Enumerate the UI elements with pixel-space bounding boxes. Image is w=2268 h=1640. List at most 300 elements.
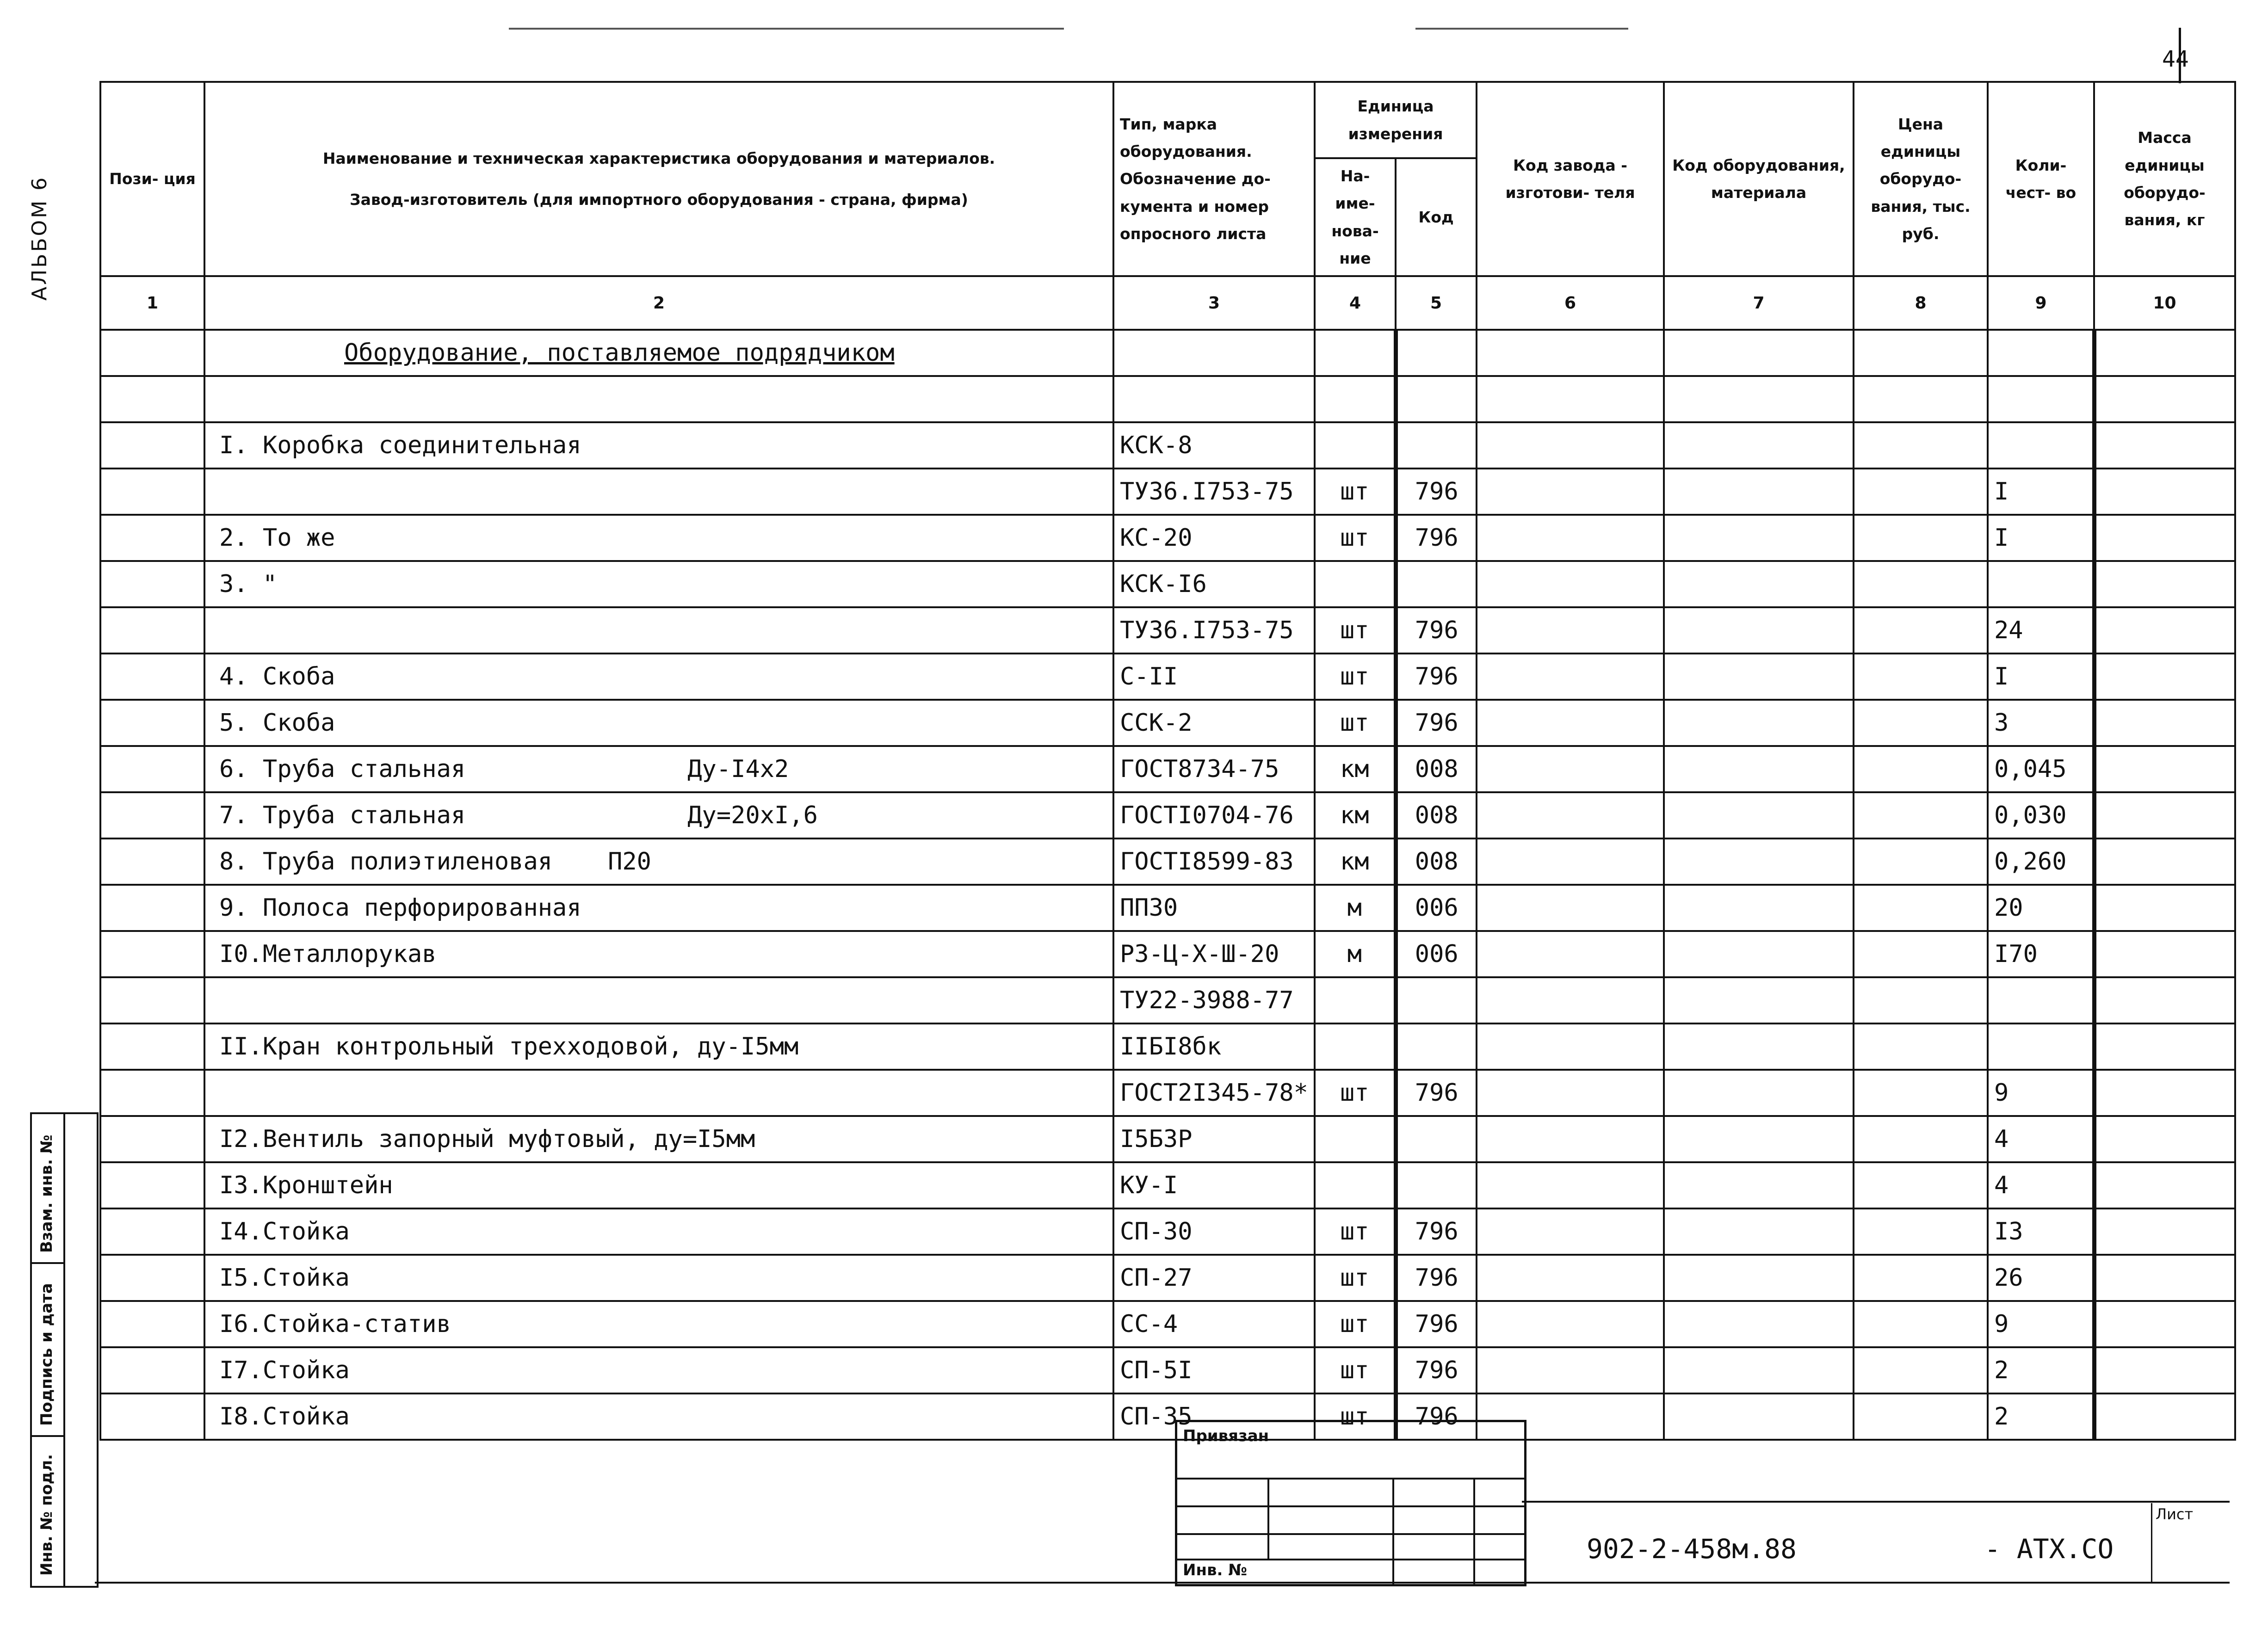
equipment-code-cell bbox=[1664, 607, 1854, 654]
item-name-cell bbox=[204, 1393, 1113, 1440]
item-type-cell: ТУ22-3988-77 bbox=[1113, 977, 1315, 1023]
item-name-cell bbox=[204, 1162, 1113, 1208]
item-unit-code-cell: 006 bbox=[1396, 885, 1477, 931]
position-cell bbox=[100, 1070, 204, 1116]
item-name: 8. Труба полиэтиленовая bbox=[219, 848, 553, 875]
table-row bbox=[100, 1070, 2235, 1116]
table-row bbox=[100, 700, 2235, 746]
stamp-rule bbox=[1177, 1478, 1524, 1480]
header-unit-code: Код bbox=[1396, 158, 1477, 276]
item-quantity-cell: 0,030 bbox=[1988, 792, 2094, 838]
table-row bbox=[100, 607, 2235, 654]
equipment-code-cell bbox=[1664, 1208, 1854, 1255]
strip-divider bbox=[63, 1114, 65, 1586]
strip-cell-inv bbox=[32, 1437, 63, 1584]
position-cell bbox=[100, 1393, 204, 1440]
table-row bbox=[100, 885, 2235, 931]
item-name-cell bbox=[204, 746, 1113, 792]
item-name-cell bbox=[204, 1208, 1113, 1255]
frame-bottom-rule bbox=[95, 1582, 2230, 1584]
price-cell bbox=[1854, 792, 1988, 838]
item-unit-code-cell: 796 bbox=[1396, 1070, 1477, 1116]
item-unit-code-cell: 796 bbox=[1396, 1301, 1477, 1347]
top-scan-mark bbox=[509, 28, 1064, 30]
factory-code-cell bbox=[1477, 469, 1664, 515]
item-unit-code-cell: 796 bbox=[1396, 700, 1477, 746]
item-type-cell: ГОСТI0704-76 bbox=[1113, 792, 1315, 838]
factory-code-cell bbox=[1477, 515, 1664, 561]
price-cell bbox=[1854, 1162, 1988, 1208]
item-unit-cell: шт bbox=[1315, 1208, 1396, 1255]
item-quantity-cell: 0,260 bbox=[1988, 838, 2094, 885]
item-name-cell bbox=[204, 422, 1113, 469]
mass-cell bbox=[2094, 1208, 2235, 1255]
item-name: I6.Стойка-статив bbox=[219, 1310, 451, 1338]
mass-cell bbox=[2094, 469, 2235, 515]
table-row bbox=[100, 931, 2235, 977]
price-cell bbox=[1854, 1347, 1988, 1393]
item-unit-cell bbox=[1315, 561, 1396, 607]
table-row bbox=[100, 1347, 2235, 1393]
item-name-cell bbox=[204, 1023, 1113, 1070]
item-unit-code-cell: 796 bbox=[1396, 654, 1477, 700]
header-name bbox=[204, 82, 1113, 276]
item-quantity-cell: I bbox=[1988, 469, 2094, 515]
blank-row bbox=[100, 376, 2235, 422]
item-quantity-cell: 20 bbox=[1988, 885, 2094, 931]
item-unit-code-cell bbox=[1396, 1116, 1477, 1162]
item-unit-cell: м bbox=[1315, 931, 1396, 977]
page-number: 44 bbox=[2162, 46, 2189, 72]
item-type-cell: ПП30 bbox=[1113, 885, 1315, 931]
item-unit-code-cell: 796 bbox=[1396, 1255, 1477, 1301]
item-type-cell: СП-30 bbox=[1113, 1208, 1315, 1255]
item-unit-cell: шт bbox=[1315, 1347, 1396, 1393]
item-unit-code-cell bbox=[1396, 977, 1477, 1023]
item-unit-cell bbox=[1315, 977, 1396, 1023]
position-cell bbox=[100, 1208, 204, 1255]
factory-code-cell bbox=[1477, 977, 1664, 1023]
item-unit-code-cell: 008 bbox=[1396, 746, 1477, 792]
top-scan-mark bbox=[1415, 28, 1628, 30]
position-cell bbox=[100, 1347, 204, 1393]
equipment-code-cell bbox=[1664, 1255, 1854, 1301]
stamp-rule bbox=[1177, 1559, 1524, 1560]
strip-cell-podpis bbox=[32, 1264, 63, 1437]
item-quantity-cell bbox=[1988, 561, 2094, 607]
stamp-rule bbox=[1177, 1533, 1524, 1535]
item-quantity-cell: I bbox=[1988, 515, 2094, 561]
mass-cell bbox=[2094, 792, 2235, 838]
item-type-cell: СС-4 bbox=[1113, 1301, 1315, 1347]
header-unit-name: На- име- нова- ние bbox=[1315, 158, 1396, 276]
binding-stamp bbox=[1175, 1420, 1526, 1586]
price-cell bbox=[1854, 977, 1988, 1023]
item-quantity-cell: I bbox=[1988, 654, 2094, 700]
mass-cell bbox=[2094, 654, 2235, 700]
item-quantity-cell: 4 bbox=[1988, 1116, 2094, 1162]
table-row bbox=[100, 1255, 2235, 1301]
equipment-code-cell bbox=[1664, 931, 1854, 977]
stamp-rule bbox=[1267, 1478, 1269, 1559]
item-unit-cell bbox=[1315, 1116, 1396, 1162]
item-type-cell: ТУ36.I753-75 bbox=[1113, 607, 1315, 654]
table-row bbox=[100, 1023, 2235, 1070]
item-unit-code-cell: 796 bbox=[1396, 607, 1477, 654]
header-position: Пози- ция bbox=[100, 82, 204, 276]
item-unit-code-cell: 796 bbox=[1396, 469, 1477, 515]
table-row bbox=[100, 792, 2235, 838]
section-row bbox=[100, 330, 2235, 376]
title-block-rule bbox=[1522, 1501, 2230, 1503]
factory-code-cell bbox=[1477, 838, 1664, 885]
factory-code-cell bbox=[1477, 561, 1664, 607]
stamp-label-inv: Инв. № bbox=[1183, 1561, 1248, 1579]
header-unit-group: Единица измерения bbox=[1315, 82, 1477, 158]
item-type-cell: IIБI8бк bbox=[1113, 1023, 1315, 1070]
item-quantity-cell: 24 bbox=[1988, 607, 2094, 654]
item-type-cell: I5Б3Р bbox=[1113, 1116, 1315, 1162]
item-name: I2.Вентиль запорный муфтовый, ду=I5мм bbox=[219, 1125, 755, 1153]
item-quantity-cell: 2 bbox=[1988, 1347, 2094, 1393]
table-row bbox=[100, 422, 2235, 469]
mass-cell bbox=[2094, 561, 2235, 607]
item-type-cell: СП-27 bbox=[1113, 1255, 1315, 1301]
position-cell bbox=[100, 838, 204, 885]
position-cell bbox=[100, 607, 204, 654]
item-name-cell bbox=[204, 561, 1113, 607]
equipment-code-cell bbox=[1664, 746, 1854, 792]
equipment-code-cell bbox=[1664, 1301, 1854, 1347]
item-unit-cell: шт bbox=[1315, 654, 1396, 700]
factory-code-cell bbox=[1477, 1070, 1664, 1116]
item-name-cell bbox=[204, 1347, 1113, 1393]
item-quantity-cell: I3 bbox=[1988, 1208, 2094, 1255]
item-unit-cell: шт bbox=[1315, 607, 1396, 654]
item-quantity-cell: 9 bbox=[1988, 1070, 2094, 1116]
item-type-cell: КС-20 bbox=[1113, 515, 1315, 561]
factory-code-cell bbox=[1477, 931, 1664, 977]
item-name: 9. Полоса перфорированная bbox=[219, 894, 581, 922]
item-quantity-cell: 3 bbox=[1988, 700, 2094, 746]
strip-cell-vzam bbox=[32, 1114, 63, 1264]
factory-code-cell bbox=[1477, 1208, 1664, 1255]
column-number: 1 bbox=[100, 276, 204, 330]
item-unit-cell bbox=[1315, 1162, 1396, 1208]
price-cell bbox=[1854, 1070, 1988, 1116]
strip-label-podpis: Подпись и дата bbox=[37, 1283, 56, 1426]
document-suffix: - АТХ.СО bbox=[1984, 1533, 2114, 1565]
item-unit-code-cell: 006 bbox=[1396, 931, 1477, 977]
price-cell bbox=[1854, 1116, 1988, 1162]
column-number: 4 bbox=[1315, 276, 1396, 330]
table-row bbox=[100, 1162, 2235, 1208]
item-name: 3. " bbox=[219, 570, 278, 598]
column-number: 7 bbox=[1664, 276, 1854, 330]
mass-cell bbox=[2094, 1023, 2235, 1070]
item-unit-code-cell: 796 bbox=[1396, 1208, 1477, 1255]
item-unit-cell: км bbox=[1315, 838, 1396, 885]
position-cell bbox=[100, 977, 204, 1023]
header-factory-code: Код завода - изготови- теля bbox=[1477, 82, 1664, 276]
column-number: 3 bbox=[1113, 276, 1315, 330]
mass-cell bbox=[2094, 607, 2235, 654]
price-cell bbox=[1854, 1255, 1988, 1301]
table-row bbox=[100, 469, 2235, 515]
position-cell bbox=[100, 1162, 204, 1208]
price-cell bbox=[1854, 1208, 1988, 1255]
column-number: 10 bbox=[2094, 276, 2235, 330]
item-name-cell bbox=[204, 792, 1113, 838]
item-type-cell: ТУ36.I753-75 bbox=[1113, 469, 1315, 515]
item-quantity-cell: 26 bbox=[1988, 1255, 2094, 1301]
item-unit-cell: км bbox=[1315, 792, 1396, 838]
strip-label-inv: Инв. № подл. bbox=[37, 1454, 56, 1576]
item-unit-code-cell bbox=[1396, 422, 1477, 469]
table-row bbox=[100, 561, 2235, 607]
price-cell bbox=[1854, 654, 1988, 700]
factory-code-cell bbox=[1477, 1255, 1664, 1301]
item-name: I7.Стойка bbox=[219, 1356, 350, 1384]
item-name: 2. То же bbox=[219, 524, 335, 552]
item-type-cell: С-II bbox=[1113, 654, 1315, 700]
mass-cell bbox=[2094, 515, 2235, 561]
position-cell bbox=[100, 654, 204, 700]
mass-cell bbox=[2094, 1116, 2235, 1162]
item-unit-cell bbox=[1315, 422, 1396, 469]
equipment-code-cell bbox=[1664, 422, 1854, 469]
equipment-code-cell bbox=[1664, 1023, 1854, 1070]
position-cell bbox=[100, 700, 204, 746]
mass-cell bbox=[2094, 1070, 2235, 1116]
header-equipment-code: Код оборудования, материала bbox=[1664, 82, 1854, 276]
item-quantity-cell: 0,045 bbox=[1988, 746, 2094, 792]
position-cell bbox=[100, 561, 204, 607]
item-quantity-cell: I70 bbox=[1988, 931, 2094, 977]
item-name-cell bbox=[204, 654, 1113, 700]
equipment-code-cell bbox=[1664, 700, 1854, 746]
position-cell bbox=[100, 792, 204, 838]
price-cell bbox=[1854, 1393, 1988, 1440]
position-cell bbox=[100, 515, 204, 561]
sheet-label: Лист bbox=[2156, 1505, 2194, 1523]
item-name: I5.Стойка bbox=[219, 1264, 350, 1292]
price-cell bbox=[1854, 607, 1988, 654]
mass-cell bbox=[2094, 1347, 2235, 1393]
factory-code-cell bbox=[1477, 1347, 1664, 1393]
item-name-cell bbox=[204, 931, 1113, 977]
price-cell bbox=[1854, 469, 1988, 515]
stamp-rule bbox=[1392, 1478, 1394, 1584]
item-type-cell: КСК-I6 bbox=[1113, 561, 1315, 607]
column-number: 5 bbox=[1396, 276, 1477, 330]
factory-code-cell bbox=[1477, 607, 1664, 654]
item-name: 7. Труба стальная bbox=[219, 802, 466, 829]
factory-code-cell bbox=[1477, 792, 1664, 838]
item-type-cell: СП-35 bbox=[1113, 1393, 1315, 1440]
item-unit-cell: шт bbox=[1315, 1301, 1396, 1347]
mass-cell bbox=[2094, 931, 2235, 977]
price-cell bbox=[1854, 931, 1988, 977]
item-name-cell bbox=[204, 977, 1113, 1023]
mass-cell bbox=[2094, 885, 2235, 931]
item-name-cell bbox=[204, 1070, 1113, 1116]
item-type-cell: КСК-8 bbox=[1113, 422, 1315, 469]
price-cell bbox=[1854, 515, 1988, 561]
mass-cell bbox=[2094, 1255, 2235, 1301]
item-name: II.Кран контрольный трехходовой, ду-I5мм bbox=[219, 1033, 799, 1060]
approval-strip bbox=[30, 1112, 99, 1588]
mass-cell bbox=[2094, 700, 2235, 746]
item-name-cell bbox=[204, 515, 1113, 561]
item-unit-cell: шт bbox=[1315, 515, 1396, 561]
mass-cell bbox=[2094, 1393, 2235, 1440]
item-name-cell bbox=[204, 885, 1113, 931]
item-unit-code-cell bbox=[1396, 561, 1477, 607]
table-row bbox=[100, 1393, 2235, 1440]
item-unit-cell: шт bbox=[1315, 1070, 1396, 1116]
factory-code-cell bbox=[1477, 700, 1664, 746]
table-row bbox=[100, 838, 2235, 885]
item-name: 4. Скоба bbox=[219, 663, 335, 691]
mass-cell bbox=[2094, 746, 2235, 792]
position-cell bbox=[100, 931, 204, 977]
header-name-line1: Наименование и техническая характеристика оборудования и материалов. bbox=[322, 149, 995, 167]
item-name-cell bbox=[204, 1116, 1113, 1162]
equipment-code-cell bbox=[1664, 654, 1854, 700]
item-type-cell: ГОСТ2I345-78* bbox=[1113, 1070, 1315, 1116]
item-unit-code-cell: 008 bbox=[1396, 838, 1477, 885]
factory-code-cell bbox=[1477, 654, 1664, 700]
position-cell bbox=[100, 1255, 204, 1301]
item-unit-cell: шт bbox=[1315, 469, 1396, 515]
table-row bbox=[100, 1208, 2235, 1255]
item-name-cell bbox=[204, 700, 1113, 746]
stamp-rule bbox=[1473, 1478, 1475, 1584]
document-code: 902-2-458м.88 bbox=[1587, 1533, 1797, 1565]
price-cell bbox=[1854, 885, 1988, 931]
item-name-cell bbox=[204, 607, 1113, 654]
header-price: Цена единицы оборудо- вания, тыс. руб. bbox=[1854, 82, 1988, 276]
factory-code-cell bbox=[1477, 746, 1664, 792]
item-unit-code-cell: 008 bbox=[1396, 792, 1477, 838]
item-unit-cell bbox=[1315, 1023, 1396, 1070]
album-label: АЛЬБОМ 6 bbox=[28, 175, 51, 301]
table-row bbox=[100, 1301, 2235, 1347]
position-cell bbox=[100, 1116, 204, 1162]
item-quantity-cell bbox=[1988, 422, 2094, 469]
equipment-code-cell bbox=[1664, 1347, 1854, 1393]
table-row bbox=[100, 746, 2235, 792]
factory-code-cell bbox=[1477, 422, 1664, 469]
item-name-cell bbox=[204, 1301, 1113, 1347]
item-dimension: Ду=20хI,6 bbox=[687, 802, 818, 829]
equipment-code-cell bbox=[1664, 1162, 1854, 1208]
equipment-code-cell bbox=[1664, 885, 1854, 931]
item-type-cell: КУ-I bbox=[1113, 1162, 1315, 1208]
column-number: 9 bbox=[1988, 276, 2094, 330]
item-quantity-cell bbox=[1988, 1023, 2094, 1070]
item-type-cell: СП-5I bbox=[1113, 1347, 1315, 1393]
item-type-cell: Р3-Ц-Х-Ш-20 bbox=[1113, 931, 1315, 977]
item-unit-cell: шт bbox=[1315, 1255, 1396, 1301]
item-unit-cell: м bbox=[1315, 885, 1396, 931]
equipment-code-cell bbox=[1664, 792, 1854, 838]
item-type-cell: ССК-2 bbox=[1113, 700, 1315, 746]
equipment-code-cell bbox=[1664, 561, 1854, 607]
price-cell bbox=[1854, 1023, 1988, 1070]
item-name-cell bbox=[204, 838, 1113, 885]
header-type: Тип, марка оборудования. Обозначение до- кумента и номер опросного листа bbox=[1113, 82, 1315, 276]
factory-code-cell bbox=[1477, 1301, 1664, 1347]
table-row bbox=[100, 977, 2235, 1023]
price-cell bbox=[1854, 746, 1988, 792]
stamp-rule bbox=[1177, 1505, 1524, 1507]
item-name-cell bbox=[204, 469, 1113, 515]
item-dimension: П20 bbox=[608, 848, 651, 875]
mass-cell bbox=[2094, 422, 2235, 469]
position-cell bbox=[100, 1023, 204, 1070]
factory-code-cell bbox=[1477, 1023, 1664, 1070]
price-cell bbox=[1854, 422, 1988, 469]
specification-table bbox=[99, 81, 2236, 1441]
item-unit-cell: шт bbox=[1315, 700, 1396, 746]
position-cell bbox=[100, 469, 204, 515]
item-quantity-cell: 2 bbox=[1988, 1393, 2094, 1440]
item-name: I4.Стойка bbox=[219, 1218, 350, 1245]
item-type-cell: ГОСТ8734-75 bbox=[1113, 746, 1315, 792]
price-cell bbox=[1854, 1301, 1988, 1347]
strip-label-vzam: Взам. инв. № bbox=[37, 1134, 56, 1253]
column-number: 6 bbox=[1477, 276, 1664, 330]
item-unit-code-cell bbox=[1396, 1023, 1477, 1070]
header-mass: Масса единицы оборудо- вания, кг bbox=[2094, 82, 2235, 276]
equipment-code-cell bbox=[1664, 1393, 1854, 1440]
item-quantity-cell bbox=[1988, 977, 2094, 1023]
section-title: Оборудование, поставляемое подрядчиком bbox=[204, 330, 1113, 376]
mass-cell bbox=[2094, 977, 2235, 1023]
equipment-code-cell bbox=[1664, 469, 1854, 515]
equipment-code-cell bbox=[1664, 838, 1854, 885]
item-unit-cell: шт bbox=[1315, 1393, 1396, 1440]
header-quantity: Коли- чест- во bbox=[1988, 82, 2094, 276]
factory-code-cell bbox=[1477, 1162, 1664, 1208]
item-name: 5. Скоба bbox=[219, 709, 335, 737]
item-dimension: Ду-I4х2 bbox=[687, 755, 789, 783]
item-unit-code-cell: 796 bbox=[1396, 515, 1477, 561]
item-name: I0.Металлорукав bbox=[219, 940, 437, 968]
item-name: I8.Стойка bbox=[219, 1403, 350, 1430]
price-cell bbox=[1854, 700, 1988, 746]
item-unit-code-cell bbox=[1396, 1162, 1477, 1208]
item-name: I3.Кронштейн bbox=[219, 1171, 393, 1199]
item-type-cell: ГОСТI8599-83 bbox=[1113, 838, 1315, 885]
stamp-label-privyazan: Привязан bbox=[1183, 1427, 1269, 1445]
mass-cell bbox=[2094, 1162, 2235, 1208]
header-name-line2: Завод-изготовитель (для импортного оборудования - страна, фирма) bbox=[350, 191, 968, 209]
item-quantity-cell: 9 bbox=[1988, 1301, 2094, 1347]
item-quantity-cell: 4 bbox=[1988, 1162, 2094, 1208]
equipment-code-cell bbox=[1664, 977, 1854, 1023]
table-row bbox=[100, 654, 2235, 700]
equipment-code-cell bbox=[1664, 1116, 1854, 1162]
price-cell bbox=[1854, 561, 1988, 607]
column-number: 8 bbox=[1854, 276, 1988, 330]
item-unit-cell: км bbox=[1315, 746, 1396, 792]
factory-code-cell bbox=[1477, 885, 1664, 931]
factory-code-cell bbox=[1477, 1116, 1664, 1162]
position-cell bbox=[100, 746, 204, 792]
